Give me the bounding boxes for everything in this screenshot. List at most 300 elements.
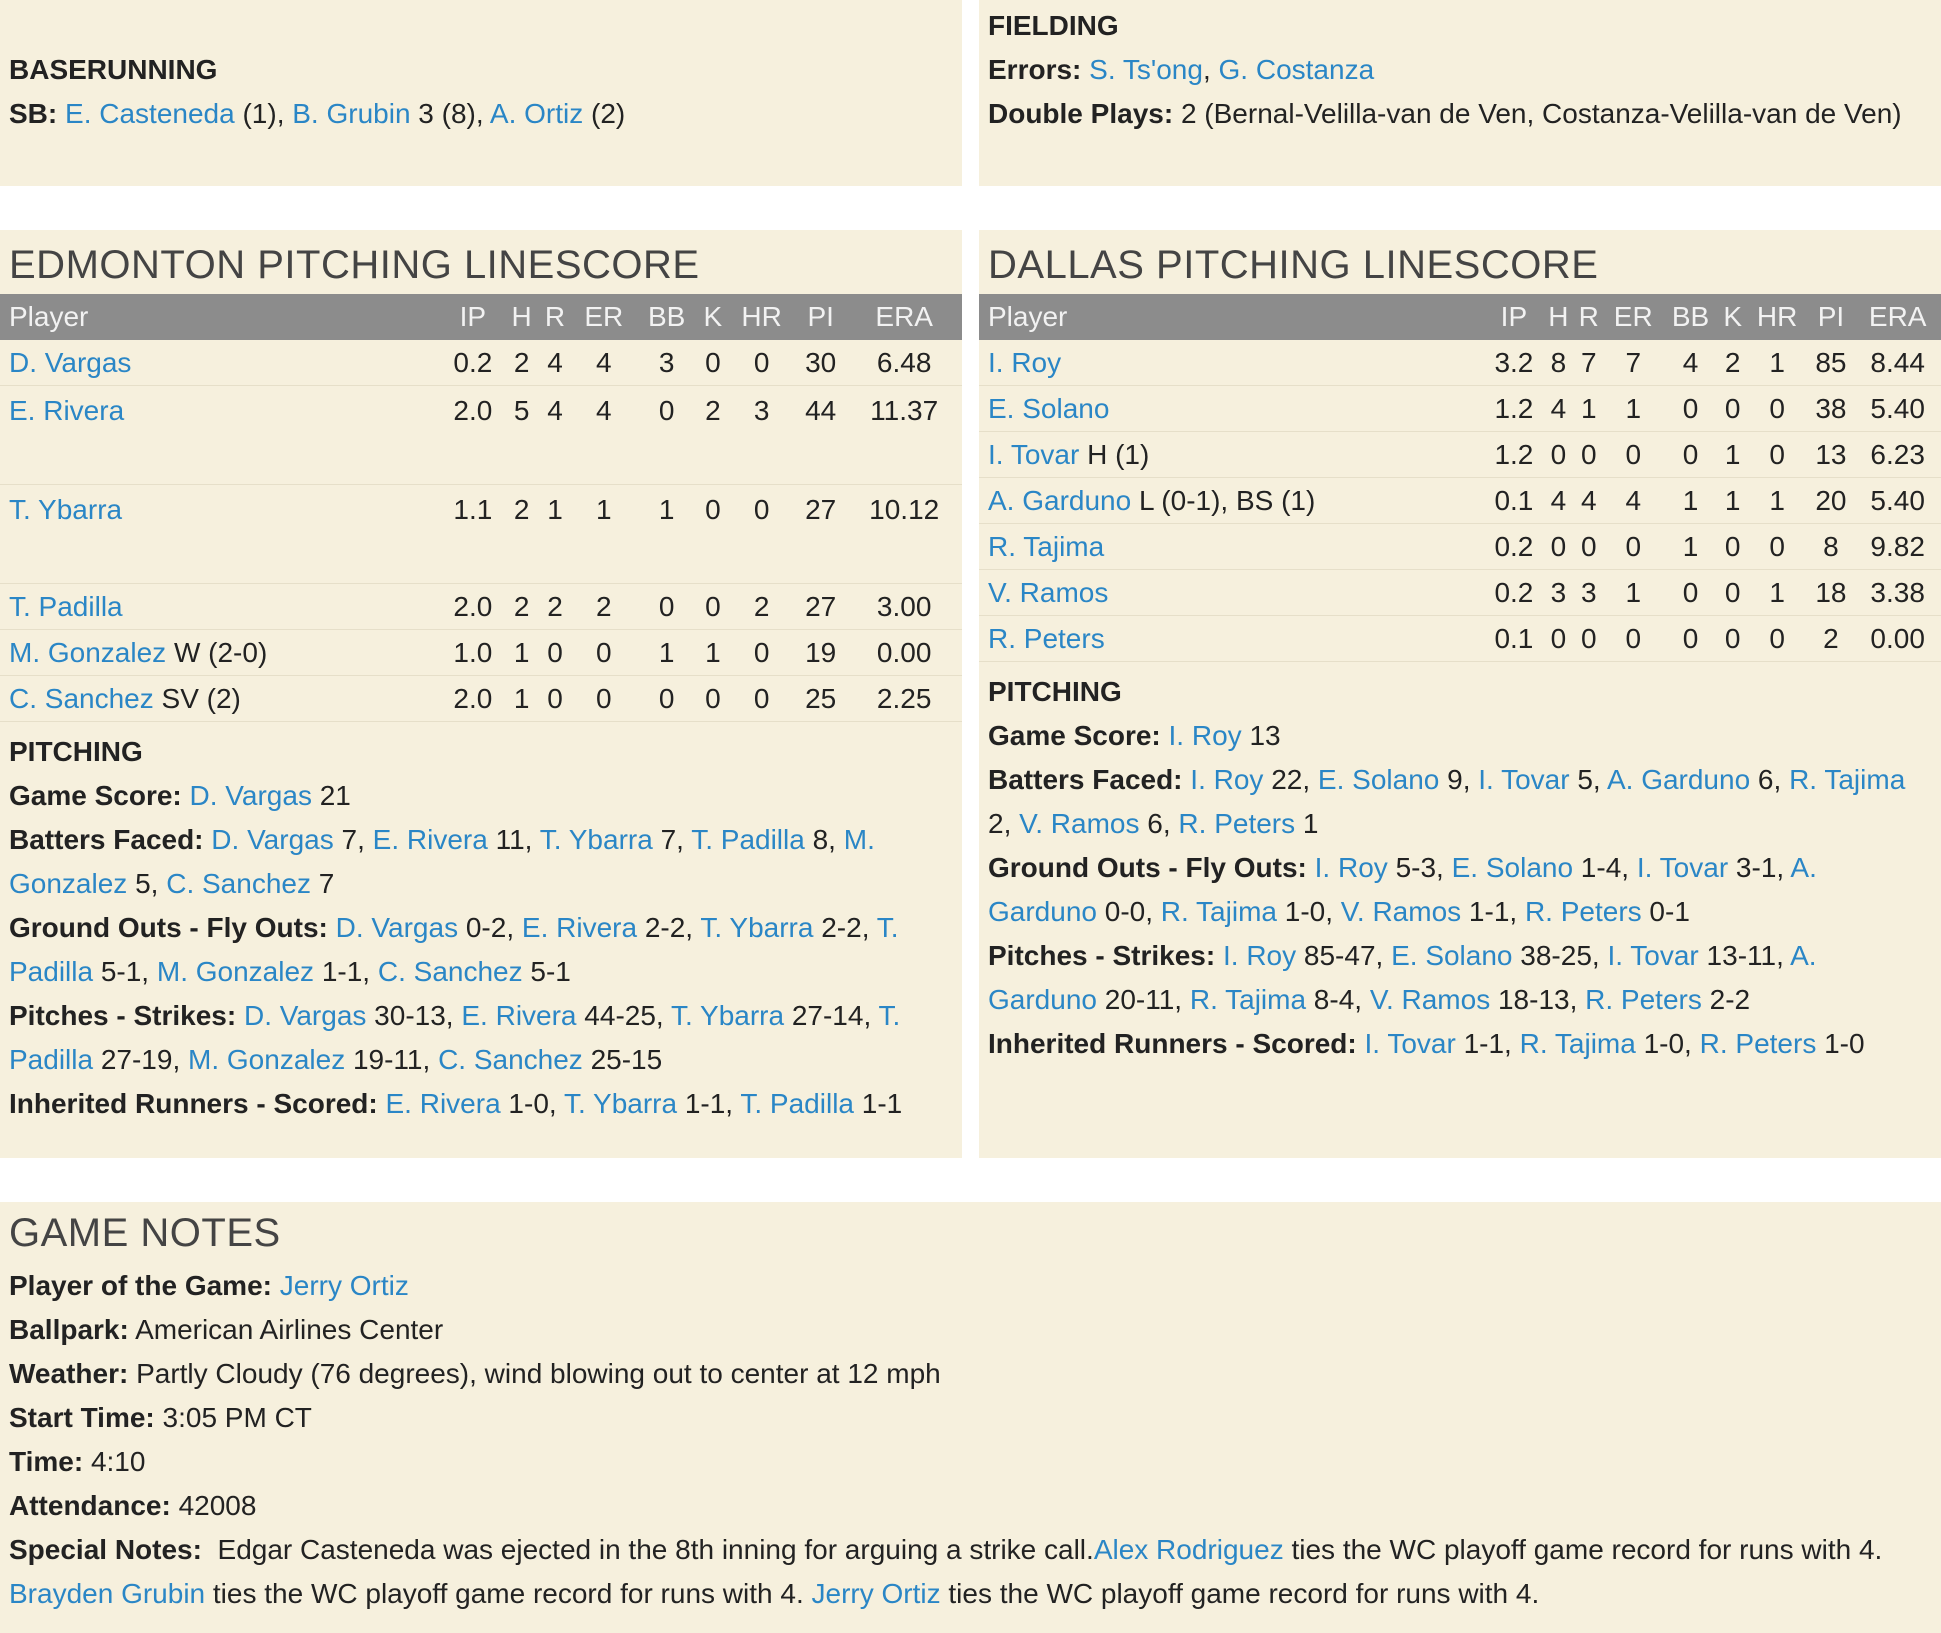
player-link[interactable]: V. Ramos: [1340, 896, 1462, 927]
player-link[interactable]: C. Sanchez: [166, 868, 311, 899]
stat-pi-cell: 44: [795, 386, 846, 485]
stat-er-cell: 0: [572, 630, 636, 676]
stat-h-cell: 2: [505, 584, 538, 630]
stat-bb-cell: 0: [636, 676, 698, 722]
game-time-line: [9, 1440, 1932, 1484]
table-row: [979, 570, 1941, 616]
player-link[interactable]: M. Gonzalez: [188, 1044, 346, 1075]
stat-era-cell: 0.00: [846, 630, 962, 676]
player-link[interactable]: R. Tajima: [988, 530, 1105, 562]
player-link[interactable]: I. Tovar: [1636, 852, 1729, 883]
stat-era-cell: 6.23: [1854, 432, 1941, 478]
player-link[interactable]: R. Peters: [1585, 984, 1702, 1015]
player-link[interactable]: E. Solano: [1317, 764, 1440, 795]
stat-h-cell: 0: [1543, 616, 1573, 662]
stat-pi-cell: 8: [1808, 524, 1855, 570]
player-link[interactable]: E. Solano: [988, 392, 1110, 424]
stat-er-cell: 4: [1604, 478, 1662, 524]
player-link[interactable]: V. Ramos: [1369, 984, 1491, 1015]
player-link[interactable]: R. Peters: [1178, 808, 1296, 839]
player-link[interactable]: T. Ybarra: [700, 912, 814, 943]
stat-hr-cell: 1: [1747, 478, 1808, 524]
player-link[interactable]: D. Vargas: [9, 346, 132, 378]
column-header: ER: [1604, 294, 1662, 340]
table-header-row: [0, 294, 962, 340]
stat-value: 5-1: [522, 956, 571, 987]
ballpark-label: Ballpark:: [9, 1314, 129, 1345]
column-header: Player: [979, 294, 1485, 340]
stat-r-cell: 0: [1574, 524, 1604, 570]
stat-pi-cell: 25: [795, 676, 846, 722]
stat-hr-cell: 0: [728, 630, 795, 676]
stat-pi-cell: 27: [795, 584, 846, 630]
stat-r-cell: 1: [1574, 386, 1604, 432]
stat-r-cell: 0: [1574, 432, 1604, 478]
player-link[interactable]: D. Vargas: [243, 1000, 367, 1031]
stat-value: 19-11,: [345, 1044, 439, 1075]
note-text: Edgar Casteneda was ejected in the 8th inning for arguing a strike call.: [201, 1534, 1094, 1565]
player-link[interactable]: R. Tajima: [1160, 896, 1277, 927]
stat-er-cell: 4: [572, 340, 636, 386]
column-header: HR: [1747, 294, 1808, 340]
stat-pi-cell: 38: [1808, 386, 1855, 432]
stat-value: 2-2,: [637, 912, 701, 943]
stat-value: 1-1: [854, 1088, 903, 1119]
baserunning-heading: BASERUNNING: [9, 54, 218, 85]
stat-h-cell: 0: [1543, 524, 1573, 570]
stat-er-cell: 1: [572, 485, 636, 584]
player-link[interactable]: I. Roy: [1314, 852, 1388, 883]
stat-pi-cell: 19: [795, 630, 846, 676]
stat-r-cell: 4: [538, 340, 571, 386]
stat-hr-cell: 2: [728, 584, 795, 630]
stat-value: 1-0,: [1635, 1028, 1700, 1059]
player-cell: [0, 485, 441, 584]
stat-value: 1-1,: [1461, 896, 1525, 927]
game-time-value: 4:10: [83, 1446, 146, 1477]
stat-value: 27-14,: [784, 1000, 879, 1031]
stat-era-cell: 11.37: [846, 386, 962, 485]
player-link[interactable]: V. Ramos: [1019, 808, 1140, 839]
column-header: K: [1719, 294, 1747, 340]
player-link[interactable]: A. Garduno: [1606, 764, 1751, 795]
decision-note: W (2-0): [166, 636, 268, 668]
inherited-runners-list: [378, 1088, 903, 1119]
note-text: ties the WC playoff game record for runs with 4.: [940, 1578, 1540, 1609]
player-cell: [0, 676, 441, 722]
stat-r-cell: 2: [538, 584, 571, 630]
stat-value: (2): [583, 98, 626, 129]
stat-era-cell: 5.40: [1854, 386, 1941, 432]
stat-value: 8-4,: [1306, 984, 1370, 1015]
stat-ip-cell: 2.0: [441, 676, 505, 722]
stat-bb-cell: 0: [1662, 432, 1718, 478]
stat-k-cell: 0: [697, 584, 728, 630]
player-link[interactable]: V. Ramos: [988, 576, 1109, 608]
column-header: IP: [441, 294, 505, 340]
stat-bb-cell: 0: [1662, 616, 1718, 662]
stat-pi-cell: 13: [1808, 432, 1855, 478]
stat-k-cell: 1: [697, 630, 728, 676]
stat-value: 2,: [988, 808, 1020, 839]
edmonton-linescore-body: [0, 340, 962, 722]
stat-h-cell: 1: [505, 630, 538, 676]
table-row: [979, 386, 1941, 432]
stat-er-cell: 1: [1604, 386, 1662, 432]
player-link[interactable]: M. Gonzalez: [9, 824, 875, 899]
stat-r-cell: 0: [538, 676, 571, 722]
stat-value: 1: [1295, 808, 1319, 839]
stat-h-cell: 5: [505, 386, 538, 485]
stat-value: 5-1,: [93, 956, 157, 987]
player-link[interactable]: E. Solano: [1451, 852, 1574, 883]
dallas-panel: [979, 230, 1941, 1158]
stat-value: 85-47,: [1296, 940, 1392, 971]
stat-era-cell: 10.12: [846, 485, 962, 584]
stat-era-cell: 3.00: [846, 584, 962, 630]
stat-value: 7,: [652, 824, 692, 855]
stat-er-cell: 4: [572, 386, 636, 485]
stat-era-cell: 6.48: [846, 340, 962, 386]
player-link[interactable]: T. Ybarra: [563, 1088, 678, 1119]
stat-value: 11,: [487, 824, 540, 855]
player-link[interactable]: Alex Rodriguez: [1093, 1534, 1284, 1565]
player-cell: [979, 432, 1485, 478]
player-link[interactable]: I. Tovar: [1478, 764, 1570, 795]
stat-value: 21: [311, 780, 351, 811]
stat-pi-cell: 2: [1808, 616, 1855, 662]
ground-fly-outs-line: [988, 846, 1932, 934]
player-link[interactable]: R. Peters: [1699, 1028, 1817, 1059]
player-link[interactable]: I. Tovar: [988, 438, 1080, 470]
edmonton-linescore-table: [0, 294, 962, 722]
baserunning-panel: [0, 0, 962, 186]
stat-value: 5,: [127, 868, 167, 899]
stat-hr-cell: 1: [1747, 570, 1808, 616]
inherited-runners-line: [9, 1082, 953, 1126]
stat-bb-cell: 3: [636, 340, 698, 386]
stat-era-cell: 9.82: [1854, 524, 1941, 570]
player-link[interactable]: A. Garduno: [988, 484, 1132, 516]
stat-pi-cell: 20: [1808, 478, 1855, 524]
player-link[interactable]: Jerry Ortiz: [811, 1578, 941, 1609]
weather-label: Weather:: [9, 1358, 129, 1389]
player-cell: [979, 386, 1485, 432]
inherited-runners-line: [988, 1022, 1932, 1066]
table-row: [979, 616, 1941, 662]
stat-value: 1-0: [1816, 1028, 1865, 1059]
ground-fly-outs-line: [9, 906, 953, 994]
table-row: [979, 524, 1941, 570]
player-cell: [0, 630, 441, 676]
dallas-title: DALLAS PITCHING LINESCORE: [988, 243, 1599, 287]
stat-era-cell: 5.40: [1854, 478, 1941, 524]
errors-list: [1089, 54, 1374, 85]
player-cell: [979, 616, 1485, 662]
column-header: R: [1574, 294, 1604, 340]
stat-value: 0-2,: [458, 912, 522, 943]
stat-er-cell: 2: [572, 584, 636, 630]
stat-bb-cell: 1: [636, 630, 698, 676]
stat-bb-cell: 0: [1662, 570, 1718, 616]
stat-era-cell: 8.44: [1854, 340, 1941, 386]
attendance-value: 42008: [170, 1490, 257, 1521]
player-link[interactable]: R. Peters: [1524, 896, 1642, 927]
stat-h-cell: 3: [1543, 570, 1573, 616]
player-link[interactable]: R. Tajima: [1189, 984, 1307, 1015]
decision-note: SV (2): [153, 682, 241, 714]
stat-r-cell: 0: [1574, 616, 1604, 662]
stat-value: 1-0,: [500, 1088, 564, 1119]
player-link[interactable]: R. Tajima: [1789, 764, 1906, 795]
stat-value: 38-25,: [1512, 940, 1608, 971]
player-link[interactable]: I. Roy: [988, 346, 1062, 378]
column-header: K: [697, 294, 728, 340]
game-notes-title: GAME NOTES: [9, 1211, 281, 1255]
stat-hr-cell: 0: [1747, 616, 1808, 662]
stat-bb-cell: 1: [1662, 524, 1718, 570]
game-score-list: [1161, 720, 1281, 751]
stat-pi-cell: 27: [795, 485, 846, 584]
player-link[interactable]: T. Padilla: [9, 590, 123, 622]
stat-ip-cell: 2.0: [441, 386, 505, 485]
game-score-list: [182, 780, 351, 811]
stat-r-cell: 7: [1574, 340, 1604, 386]
stat-hr-cell: 1: [1747, 340, 1808, 386]
batters-faced-line: [9, 818, 953, 906]
column-header: HR: [728, 294, 795, 340]
player-link[interactable]: D. Vargas: [211, 824, 334, 855]
stat-r-cell: 3: [1574, 570, 1604, 616]
stat-value: (1),: [234, 98, 293, 129]
table-row: [979, 478, 1941, 524]
player-link[interactable]: A. Garduno: [988, 940, 1817, 1015]
stat-bb-cell: 0: [636, 386, 698, 485]
player-link[interactable]: T. Padilla: [9, 912, 899, 987]
stat-er-cell: 0: [572, 676, 636, 722]
note-text: ties the WC playoff game record for runs with 4.: [205, 1578, 812, 1609]
stat-ip-cell: 0.2: [1485, 570, 1544, 616]
stat-value: 25-15: [582, 1044, 663, 1075]
stat-h-cell: 4: [1543, 478, 1573, 524]
stat-k-cell: 0: [1719, 616, 1747, 662]
player-link[interactable]: T. Ybarra: [9, 494, 123, 525]
stat-k-cell: 0: [697, 676, 728, 722]
column-header: BB: [1662, 294, 1718, 340]
player-link[interactable]: C. Sanchez: [438, 1044, 583, 1075]
stat-pi-cell: 85: [1808, 340, 1855, 386]
stat-value: 2-2: [1701, 984, 1751, 1015]
stat-value: 13: [1241, 720, 1281, 751]
player-of-game-label: Player of the Game:: [9, 1270, 272, 1301]
stat-era-cell: 3.38: [1854, 570, 1941, 616]
column-header: H: [1543, 294, 1573, 340]
stat-value: 30-13,: [366, 1000, 462, 1031]
player-link[interactable]: A. Ortiz: [489, 98, 584, 129]
player-link[interactable]: R. Tajima: [1519, 1028, 1636, 1059]
stolen-bases-line: [9, 92, 953, 136]
stat-bb-cell: 0: [636, 584, 698, 630]
game-time-label: Time:: [9, 1446, 84, 1477]
player-link[interactable]: M. Gonzalez: [9, 636, 167, 668]
double-plays-line: [988, 92, 1932, 136]
ballpark-line: [9, 1308, 1932, 1352]
edmonton-panel: [0, 230, 962, 1158]
pitches-strikes-line: [9, 994, 953, 1082]
dallas-pitching-summary: [988, 662, 1932, 1066]
ground-fly-outs-label: Ground Outs - Fly Outs:: [9, 912, 328, 943]
pitches-strikes-line: [988, 934, 1932, 1022]
double-plays-label: Double Plays:: [988, 98, 1174, 129]
stat-er-cell: 1: [1604, 570, 1662, 616]
stat-k-cell: 0: [1719, 570, 1747, 616]
stat-value: 1-0,: [1276, 896, 1341, 927]
stat-er-cell: 0: [1604, 432, 1662, 478]
stat-value: 6,: [1139, 808, 1179, 839]
player-cell: [979, 570, 1485, 616]
player-link[interactable]: I. Tovar: [1607, 940, 1699, 971]
player-link[interactable]: T. Padilla: [9, 1000, 901, 1075]
stat-value: 3 (8),: [410, 98, 490, 129]
player-link[interactable]: B. Grubin: [292, 98, 411, 129]
player-cell: [979, 340, 1485, 386]
stat-bb-cell: 1: [1662, 478, 1718, 524]
player-link[interactable]: A. Garduno: [988, 852, 1817, 927]
player-link[interactable]: E. Rivera: [9, 395, 125, 426]
game-score-line: [988, 714, 1932, 758]
stat-value: 2-2,: [813, 912, 877, 943]
player-link[interactable]: D. Vargas: [335, 912, 459, 943]
errors-line: [988, 48, 1932, 92]
ballpark-value: American Airlines Center: [128, 1314, 444, 1345]
batters-faced-line: [988, 758, 1932, 846]
table-row: [0, 386, 962, 485]
column-header: BB: [636, 294, 698, 340]
game-score-label: Game Score:: [9, 780, 182, 811]
player-of-game-line: [9, 1264, 1932, 1308]
edmonton-pitching-summary: [9, 722, 953, 1126]
stat-value: 1-4,: [1573, 852, 1637, 883]
stat-value: ,: [1202, 54, 1219, 85]
stat-pi-cell: 18: [1808, 570, 1855, 616]
batters-faced-label: Batters Faced:: [988, 764, 1183, 795]
stat-hr-cell: 0: [728, 676, 795, 722]
pitching-heading: PITCHING: [9, 736, 143, 767]
player-link[interactable]: T. Ybarra: [539, 824, 653, 855]
player-link[interactable]: E. Rivera: [385, 1088, 501, 1119]
stat-value: 9,: [1439, 764, 1479, 795]
stat-value: 5,: [1569, 764, 1607, 795]
stat-hr-cell: 0: [728, 485, 795, 584]
table-row: [979, 340, 1941, 386]
stat-r-cell: 4: [538, 386, 571, 485]
stat-h-cell: 2: [505, 340, 538, 386]
stat-h-cell: 4: [1543, 386, 1573, 432]
stat-value: 1-1,: [314, 956, 378, 987]
player-of-game-link[interactable]: Jerry Ortiz: [279, 1270, 409, 1301]
stat-ip-cell: 0.1: [1485, 478, 1544, 524]
table-row: [0, 676, 962, 722]
stat-ip-cell: 0.2: [441, 340, 505, 386]
stat-value: 7,: [333, 824, 373, 855]
player-link[interactable]: I. Roy: [1190, 764, 1264, 795]
decision-note: L (0-1), BS (1): [1131, 484, 1316, 516]
special-notes-label: Special Notes:: [9, 1534, 202, 1565]
attendance-label: Attendance:: [9, 1490, 171, 1521]
stat-value: 44-25,: [576, 1000, 671, 1031]
player-link[interactable]: M. Gonzalez: [156, 956, 315, 987]
player-link[interactable]: D. Vargas: [189, 780, 312, 811]
pitches-strikes-label: Pitches - Strikes:: [9, 1000, 237, 1031]
player-link[interactable]: Brayden Grubin: [9, 1578, 206, 1609]
batters-faced-label: Batters Faced:: [9, 824, 204, 855]
stat-hr-cell: 0: [728, 340, 795, 386]
stat-er-cell: 0: [1604, 524, 1662, 570]
stat-r-cell: 0: [538, 630, 571, 676]
stat-value: 0-0,: [1096, 896, 1161, 927]
stat-k-cell: 0: [697, 485, 728, 584]
player-cell: [0, 340, 441, 386]
player-link[interactable]: T. Padilla: [740, 1088, 854, 1119]
table-row: [0, 485, 962, 584]
player-link[interactable]: I. Tovar: [1364, 1028, 1456, 1059]
stat-bb-cell: 0: [1662, 386, 1718, 432]
player-cell: [979, 478, 1485, 524]
stat-ip-cell: 1.0: [441, 630, 505, 676]
player-link[interactable]: E. Solano: [1391, 940, 1513, 971]
column-header: IP: [1485, 294, 1544, 340]
player-link[interactable]: E. Rivera: [372, 824, 488, 855]
stat-ip-cell: 0.2: [1485, 524, 1544, 570]
stat-k-cell: 0: [1719, 524, 1747, 570]
player-link[interactable]: C. Sanchez: [9, 682, 154, 714]
player-link[interactable]: E. Casteneda: [65, 98, 235, 129]
player-link[interactable]: R. Peters: [988, 622, 1105, 654]
dallas-linescore-table: [979, 294, 1941, 662]
stat-r-cell: 4: [1574, 478, 1604, 524]
start-time-line: [9, 1396, 1932, 1440]
player-link[interactable]: C. Sanchez: [377, 956, 523, 987]
player-link[interactable]: I. Roy: [1168, 720, 1242, 751]
stat-hr-cell: 3: [728, 386, 795, 485]
player-link[interactable]: T. Ybarra: [670, 1000, 785, 1031]
pitching-heading: PITCHING: [988, 676, 1122, 707]
stat-bb-cell: 4: [1662, 340, 1718, 386]
column-header: PI: [1808, 294, 1855, 340]
column-header: H: [505, 294, 538, 340]
stat-h-cell: 2: [505, 485, 538, 584]
stat-value: 7: [310, 868, 335, 899]
special-notes-line: [9, 1528, 1932, 1616]
player-link[interactable]: G. Costanza: [1218, 54, 1375, 85]
player-link[interactable]: E. Rivera: [461, 1000, 577, 1031]
player-link[interactable]: E. Rivera: [521, 912, 638, 943]
player-link[interactable]: I. Roy: [1222, 940, 1297, 971]
stat-value: 5-3,: [1387, 852, 1452, 883]
player-link[interactable]: T. Padilla: [691, 824, 805, 855]
stat-hr-cell: 0: [1747, 432, 1808, 478]
column-header: PI: [795, 294, 846, 340]
player-link[interactable]: S. Ts'ong: [1089, 54, 1203, 85]
stat-k-cell: 1: [1719, 478, 1747, 524]
game-score-line: [9, 774, 953, 818]
note-text: ties the WC playoff game record for runs with 4.: [1283, 1534, 1891, 1565]
stat-er-cell: 7: [1604, 340, 1662, 386]
table-header-row: [979, 294, 1941, 340]
player-cell: [0, 584, 441, 630]
inherited-runners-label: Inherited Runners - Scored:: [9, 1088, 378, 1119]
stat-value: 1-1,: [1455, 1028, 1520, 1059]
